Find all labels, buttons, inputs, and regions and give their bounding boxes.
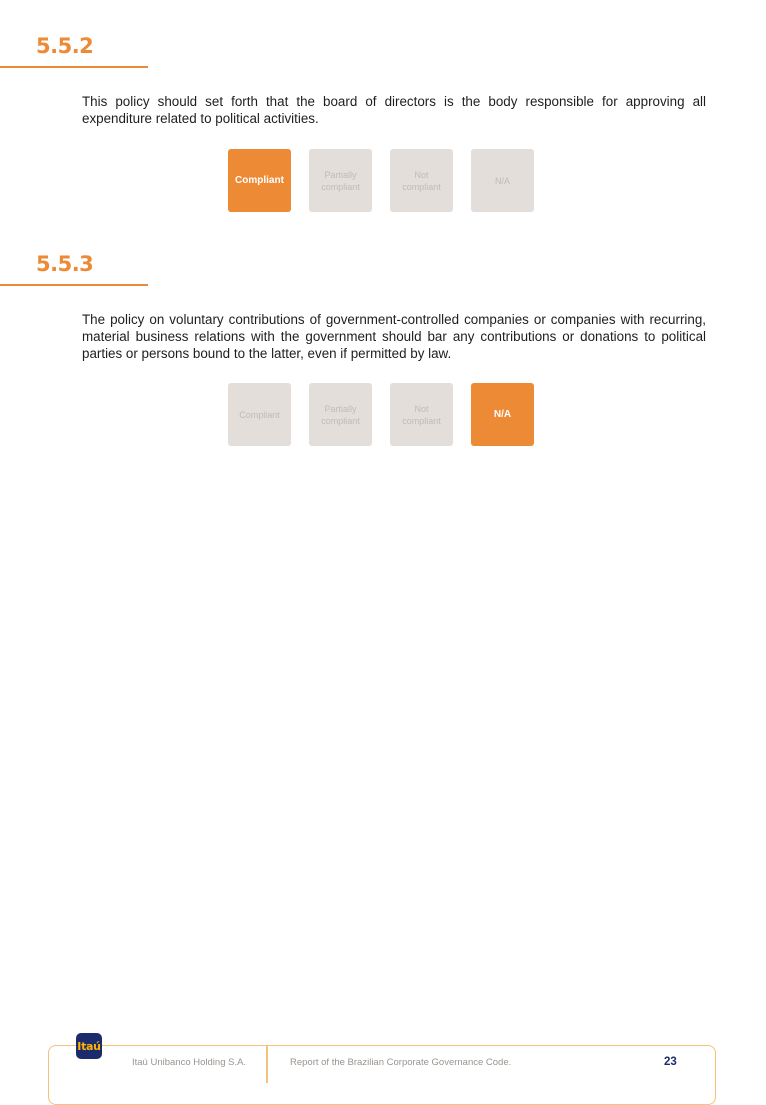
itau-logo: Itaú [76,1033,102,1059]
section-rule [0,284,148,286]
option-not-compliant[interactable]: Not compliant [390,383,453,446]
section-number: 5.5.2 [36,34,94,58]
option-compliant[interactable]: Compliant [228,383,291,446]
section-paragraph: The policy on voluntary contributions of government-controlled companies or companies with recurring, material business relations with the government should bar any contributions or donations to political parties or persons bound to the latter, even if permitted by law. [82,312,706,361]
footer-report-title: Report of the Brazilian Corporate Governance Code. [290,1057,512,1068]
option-partially-compliant[interactable]: Partially compliant [309,149,372,212]
compliance-options [228,383,534,446]
compliance-options [228,149,534,212]
option-compliant[interactable]: Compliant [228,149,291,212]
section-paragraph: This policy should set forth that the board of directors is the body responsible for approving all expenditure related to political activities. [82,94,706,126]
section-rule [0,66,148,68]
option-na[interactable]: N/A [471,383,534,446]
footer [48,1045,716,1105]
page-number: 23 [664,1056,677,1068]
footer-company: Itaú Unibanco Holding S.A. [132,1057,247,1068]
option-partially-compliant[interactable]: Partially compliant [309,383,372,446]
option-not-compliant[interactable]: Not compliant [390,149,453,212]
section-number: 5.5.3 [36,252,94,276]
option-na[interactable]: N/A [471,149,534,212]
footer-divider [266,1046,268,1083]
